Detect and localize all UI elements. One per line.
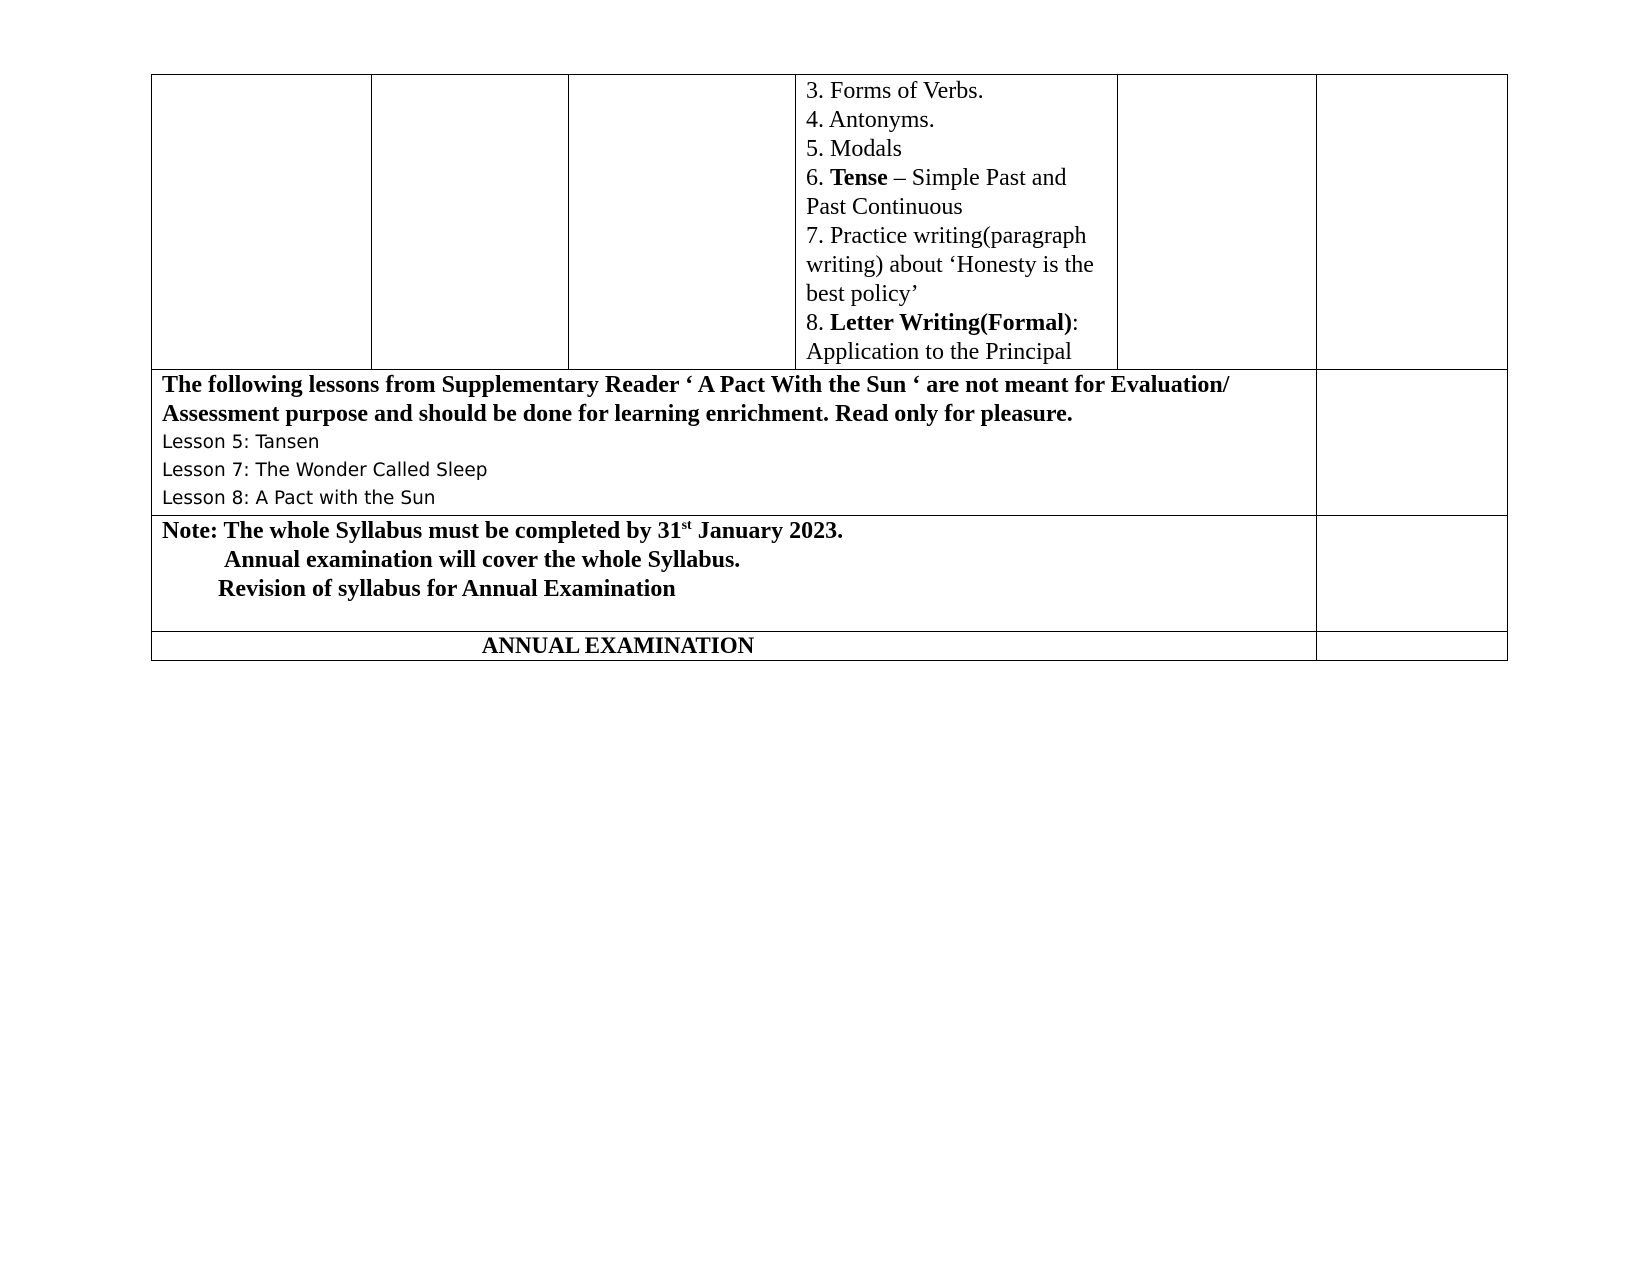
table-row <box>152 516 1508 632</box>
note-cell <box>152 516 1317 632</box>
exam-title-cell <box>152 632 1317 661</box>
empty-cell <box>1317 632 1508 661</box>
empty-cell <box>1118 75 1317 370</box>
empty-cell <box>372 75 569 370</box>
list-item: 3. Forms of Verbs. <box>806 78 984 104</box>
lesson-item: Lesson 8: A Pact with the Sun <box>162 488 436 509</box>
list-item: 6. Tense – Simple Past and Past Continuous <box>806 165 1067 220</box>
supplementary-heading: The following lessons from Supplementary Reader ‘ A Pact With the Sun ‘ are not meant for Evaluation/ Assessment purpose and should be done for learning enrichment. Read only for pleasure. <box>162 372 1230 427</box>
lesson-item: Lesson 5: Tansen <box>162 432 320 453</box>
list-item: 4. Antonyms. <box>806 107 935 133</box>
exam-title: ANNUAL EXAMINATION <box>481 633 755 658</box>
note-line-2: Annual examination will cover the whole Syllabus. <box>224 547 741 573</box>
note-line-3: Revision of syllabus for Annual Examination <box>218 576 676 602</box>
table-row <box>152 75 1508 370</box>
empty-cell <box>152 75 372 370</box>
empty-cell <box>1317 370 1508 516</box>
syllabus-table <box>151 74 1508 661</box>
list-item: 5. Modals <box>806 136 902 162</box>
list-item: 7. Practice writing(paragraph writing) about ‘Honesty is the best policy’ <box>806 223 1094 307</box>
supplementary-cell <box>152 370 1317 516</box>
empty-cell <box>1317 75 1508 370</box>
lesson-item: Lesson 7: The Wonder Called Sleep <box>162 460 488 481</box>
table-row <box>152 632 1508 661</box>
empty-cell <box>1317 516 1508 632</box>
table-row <box>152 370 1508 516</box>
list-item: 8. Letter Writing(Formal): Application to the Principal <box>806 310 1079 365</box>
note-line-1: Note: The whole Syllabus must be completed by 31st January 2023. <box>162 518 844 544</box>
empty-cell <box>569 75 796 370</box>
grammar-list-cell <box>796 75 1118 370</box>
